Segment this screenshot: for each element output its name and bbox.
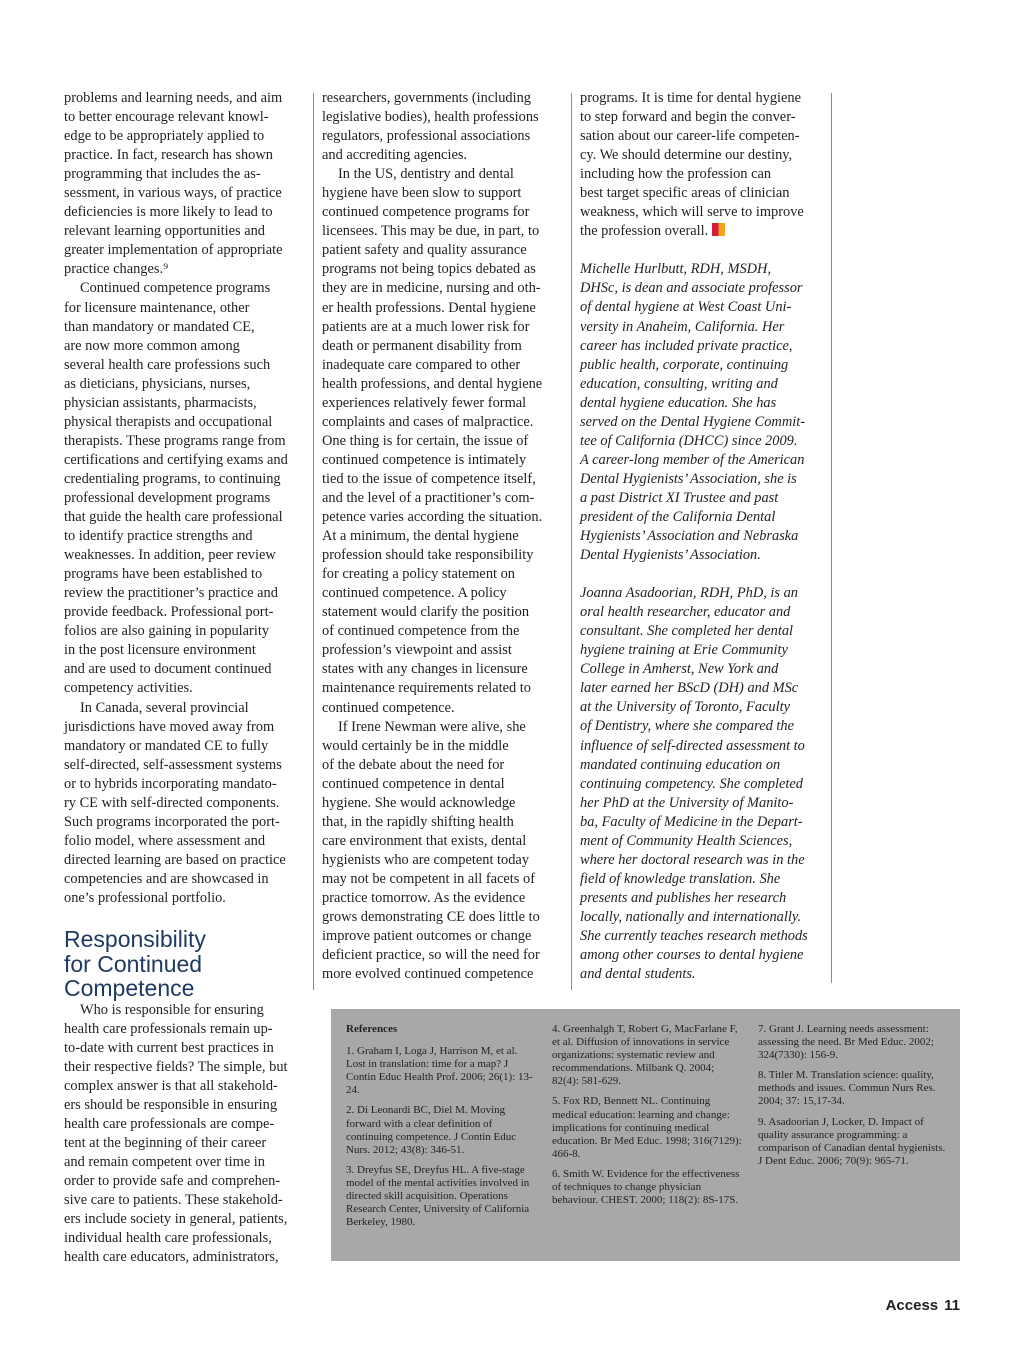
references-column-3	[758, 1023, 948, 1175]
body-text-line: In Canada, several provincial	[80, 699, 249, 716]
bio-text-line: Dental Hygienists’ Association, she is	[580, 470, 797, 487]
bio-text-line: her PhD at the University of Manito-	[580, 794, 794, 811]
body-text-line: er health professions. Dental hygiene	[322, 299, 536, 316]
body-text-line: several health care professions such	[64, 356, 271, 373]
body-text-line: to better encourage relevant knowl-	[64, 109, 269, 126]
reference-item: 5. Fox RD, Bennett NL. Continuing medical education: learning and change: implications for continuing medical education. Br Med Educ. 1998; 316(7129): 466-8.	[552, 1095, 742, 1160]
bio-text-line: mandated continuing education on	[580, 756, 781, 773]
body-text-line: that guide the health care professional	[64, 509, 283, 526]
end-of-article-mark-icon	[712, 223, 725, 236]
body-text-line: One thing is for certain, the issue of	[322, 432, 529, 449]
bio-text-line: A career-long member of the American	[580, 451, 805, 468]
body-text-line: more evolved continued competence	[322, 966, 534, 983]
body-text-line: petence varies according the situation.	[322, 509, 543, 526]
body-text-line: If Irene Newman were alive, she	[338, 718, 526, 735]
reference-item: 1. Graham I, Loga J, Harrison M, et al. Lost in translation: time for a map? J Contin Educ Health Prof. 2006; 26(1): 13-24.	[346, 1045, 533, 1097]
article-column-1	[64, 89, 304, 1267]
body-text-line: one’s professional portfolio.	[64, 889, 226, 906]
body-text-line: practice changes.⁹	[64, 261, 169, 278]
body-text-line: folio model, where assessment and	[64, 832, 266, 849]
body-text-line: cy. We should determine our destiny,	[580, 147, 793, 164]
body-text-line: to identify practice strengths and	[64, 528, 253, 545]
body-text-line: continued competence in dental	[322, 775, 505, 792]
body-text-line: states with any changes in licensure	[322, 661, 528, 678]
article-column-2	[322, 89, 560, 984]
body-text-line: Such programs incorporated the port-	[64, 813, 280, 830]
body-text-line: programming that includes the as-	[64, 166, 261, 183]
reference-item: 9. Asadoorian J, Locker, D. Impact of quality assurance programming: a comparison of Canadian dental hygienists. J Dent Educ. 2006; 70(9): 965-71.	[758, 1115, 946, 1167]
reference-item: 6. Smith W. Evidence for the effectiveness of techniques to change physician behaviour. CHEST. 2000; 118(2): 8S-17S.	[552, 1167, 740, 1207]
bio-text-line: education, consulting, writing and	[580, 375, 778, 392]
page-footer	[886, 1297, 960, 1314]
body-text-line: maintenance requirements related to	[322, 680, 531, 697]
bio-text-line: president of the California Dental	[580, 508, 776, 525]
body-text-line: sessment, in various ways, of practice	[64, 185, 282, 202]
body-text-line: complaints and cases of malpractice.	[322, 413, 534, 430]
body-text-line: continued competence is intimately	[322, 451, 527, 468]
body-text-line: health care professionals remain up-	[64, 1020, 273, 1037]
body-text-line: relevant learning opportunities and	[64, 223, 266, 240]
body-text-line: order to provide safe and comprehen-	[64, 1172, 281, 1189]
body-text-line: credentialing programs, to continuing	[64, 470, 281, 487]
body-text-line: provide feedback. Professional port-	[64, 604, 274, 621]
article-column-3	[580, 89, 822, 984]
body-text-line: In the US, dentistry and dental	[338, 166, 514, 183]
body-text-line: weaknesses. In addition, peer review	[64, 547, 276, 564]
body-text-line: improve patient outcomes or change	[322, 928, 532, 945]
body-text-line: programs. It is time for dental hygiene	[580, 90, 801, 106]
body-text-line: therapists. These programs range from	[64, 432, 286, 449]
body-text-line: programs have been established to	[64, 566, 263, 583]
body-text-line: may not be competent in all facets of	[322, 870, 535, 887]
body-text-line: sation about our career-life competen-	[580, 128, 800, 145]
body-text-line: for creating a policy statement on	[322, 566, 516, 583]
column-1-text-bottom	[64, 1001, 304, 1268]
bio-text-line: Hygienists’ Association and Nebraska	[580, 528, 799, 545]
body-text-line: of the debate about the need for	[322, 756, 505, 773]
body-text-line: legislative bodies), health professions	[322, 109, 539, 126]
body-text-line: deficiencies is more likely to lead to	[64, 204, 273, 221]
body-text-line: health care educators, administrators,	[64, 1249, 279, 1266]
column-1-text-top	[64, 89, 304, 908]
body-text-line: deficient practice, so will the need for	[322, 947, 540, 964]
body-text-line: ry CE with self-directed components.	[64, 794, 280, 811]
subheading-responsibility	[64, 927, 304, 1001]
references-column-2	[552, 1023, 742, 1214]
subheading-block	[64, 908, 304, 1001]
body-text-line: that, in the rapidly shifting health	[322, 813, 514, 830]
body-text-line: physician assistants, pharmacists,	[64, 394, 257, 411]
body-text-line: tent at the beginning of their career	[64, 1134, 267, 1151]
body-text-line: inadequate care compared to other	[322, 356, 521, 373]
bio-text-line: consultant. She completed her dental	[580, 623, 794, 640]
bio-text-line: served on the Dental Hygiene Commit-	[580, 413, 805, 430]
body-text-line: hygiene have been slow to support	[322, 185, 522, 202]
body-text-line: including how the profession can	[580, 166, 772, 183]
body-text-line: complex answer is that all stakehold-	[64, 1077, 278, 1094]
body-text-line: At a minimum, the dental hygiene	[322, 528, 519, 545]
subheading-line: Responsibility	[64, 926, 206, 953]
bio-text-line: College in Amherst, New York and	[580, 661, 779, 678]
body-text-line: physical therapists and occupational	[64, 413, 273, 430]
body-text-line: ers include society in general, patients,	[64, 1211, 288, 1228]
body-text-line: they are in medicine, nursing and oth-	[322, 280, 541, 297]
body-text-line: in the post licensure environment	[64, 642, 256, 659]
body-text-line: statement would clarify the position	[322, 604, 530, 621]
body-text-line: hygiene. She would acknowledge	[322, 794, 516, 811]
body-text-line: practice tomorrow. As the evidence	[322, 889, 526, 906]
references-column-1	[346, 1023, 536, 1236]
body-text-line: problems and learning needs, and aim	[64, 90, 283, 106]
body-text-line: or to hybrids incorporating mandato-	[64, 775, 277, 792]
body-text-line: edge to be appropriately applied to	[64, 128, 265, 145]
bio-text-line: at the University of Toronto, Faculty	[580, 699, 790, 716]
bio-text-line: ment of Community Health Sciences,	[580, 832, 793, 849]
author-bio-asadoorian	[580, 584, 822, 984]
bio-text-line: of Dentistry, where she compared the	[580, 718, 794, 735]
body-text-line: and remain competent over time in	[64, 1153, 265, 1170]
bio-text-line: field of knowledge translation. She	[580, 870, 781, 887]
body-text-line: patients are at a much lower risk for	[322, 318, 530, 335]
bio-text-line: oral health researcher, educator and	[580, 604, 791, 621]
bio-text-line: hygiene training at Erie Community	[580, 642, 788, 659]
body-text-line: are now more common among	[64, 337, 240, 354]
body-text-line: ers should be responsible in ensuring	[64, 1096, 278, 1113]
bio-text-line: influence of self-directed assessment to	[580, 737, 805, 754]
bio-text-line: where her doctoral research was in the	[580, 851, 805, 868]
body-text-line: individual health care professionals,	[64, 1230, 272, 1247]
bio-text-line: She currently teaches research methods	[580, 927, 808, 944]
body-text-line: best target specific areas of clinician	[580, 185, 790, 202]
bio-text-line: among other courses to dental hygiene	[580, 947, 804, 964]
body-text-line: professional development programs	[64, 489, 271, 506]
references-title: References	[346, 1023, 398, 1035]
page-number: 11	[944, 1297, 960, 1314]
bio-text-line: ba, Faculty of Medicine in the Depart-	[580, 813, 803, 830]
body-text-line: patient safety and quality assurance	[322, 242, 527, 259]
reference-item: 2. Di Leonardi BC, Diel M. Moving forward with a clear definition of continuing competence. J Contin Educ Nurs. 2012; 43(8): 346-51.	[346, 1104, 517, 1156]
body-text-line: certifications and certifying exams and	[64, 451, 288, 468]
column-rule-3	[831, 93, 832, 983]
body-text-line: competencies and are showcased in	[64, 870, 269, 887]
bio-text-line: tee of California (DHCC) since 2009.	[580, 432, 798, 449]
body-text-line: jurisdictions have moved away from	[64, 718, 275, 735]
body-text-line: death or permanent disability from	[322, 337, 522, 354]
body-text-line: health care professionals are compe-	[64, 1115, 275, 1132]
body-text-line: their respective fields? The simple, but	[64, 1058, 288, 1075]
body-text-line: greater implementation of appropriate	[64, 242, 283, 259]
body-text-line: continued competence. A policy	[322, 585, 507, 602]
body-text-line: weakness, which will serve to improve	[580, 204, 804, 221]
body-text-line: self-directed, self-assessment systems	[64, 756, 282, 773]
bio-text-line: public health, corporate, continuing	[580, 356, 789, 373]
body-text-line: grows demonstrating CE does little to	[322, 909, 540, 926]
body-text-line: of continued competence from the	[322, 623, 520, 640]
body-text-line: hygienists who are competent today	[322, 851, 530, 868]
reference-item: 3. Dreyfus SE, Dreyfus HL. A five-stage model of the mental activities involved in directed skill acquisition. Operations Research Center, University of California Berkeley, 1980.	[346, 1163, 530, 1229]
body-text-line: review the practitioner’s practice and	[64, 585, 278, 602]
body-text-line: experiences relatively fewer formal	[322, 394, 527, 411]
bio-text-line: Michelle Hurlbutt, RDH, MSDH,	[580, 261, 772, 278]
bio-text-line: Joanna Asadoorian, RDH, PhD, is an	[580, 585, 798, 602]
column-rule-1	[313, 93, 314, 990]
body-text-line: profession should take responsibility	[322, 547, 534, 564]
column-2-text	[322, 89, 560, 984]
body-text-line: would certainly be in the middle	[322, 737, 509, 754]
body-text-line: folios are also gaining in popularity	[64, 623, 270, 640]
body-text-line: Continued competence programs	[80, 280, 271, 297]
bio-text-line: of dental hygiene at West Coast Uni-	[580, 299, 792, 316]
subheading-line: for Continued	[64, 950, 203, 977]
body-text-line: regulators, professional associations	[322, 128, 531, 145]
subheading-line: Competence	[64, 975, 195, 1002]
body-text-line: than mandatory or mandated CE,	[64, 318, 255, 335]
body-text-line: mandatory or mandated CE to fully	[64, 737, 269, 754]
body-text-line: tied to the issue of competence itself,	[322, 470, 536, 487]
body-text-line: Who is responsible for ensuring	[80, 1001, 264, 1018]
body-text-line: practice. In fact, research has shown	[64, 147, 273, 164]
bio-text-line: career has included private practice,	[580, 337, 793, 354]
bio-text-line: continuing competency. She completed	[580, 775, 803, 792]
column-rule-2	[571, 93, 572, 990]
body-text-line: sive care to patients. These stakehold-	[64, 1191, 283, 1208]
bio-text-line: dental hygiene education. She has	[580, 394, 777, 411]
body-text-line: continued competence programs for	[322, 204, 530, 221]
body-text-line: directed learning are based on practice	[64, 851, 286, 868]
body-text-line: programs not being topics debated as	[322, 261, 536, 278]
reference-item: 8. Titler M. Translation science: quality, methods and issues. Commun Nurs Res. 2004; 37: 15,17-34.	[758, 1069, 936, 1108]
body-text-line: as dieticians, physicians, nurses,	[64, 375, 251, 392]
bio-text-line: later earned her BScD (DH) and MSc	[580, 680, 799, 697]
body-text-line: care environment that exists, dental	[322, 832, 527, 849]
body-text-line: researchers, governments (including	[322, 90, 531, 106]
body-text-line: and accrediting agencies.	[322, 147, 468, 164]
references-box	[331, 1009, 960, 1261]
reference-item: 4. Greenhalgh T, Robert G, MacFarlane F, et al. Diffusion of innovations in service organizations: systematic review and recommendations. Milbank Q. 2004; 82(4): 581-629.	[552, 1023, 738, 1088]
author-bio-hurlbutt	[580, 260, 822, 565]
body-text-line: and are used to document continued	[64, 661, 272, 678]
bio-text-line: versity in Anaheim, California. Her	[580, 318, 785, 335]
bio-text-line: and dental students.	[580, 966, 696, 983]
bio-text-line: Dental Hygienists’ Association.	[580, 547, 761, 564]
body-text-line: health professions, and dental hygiene	[322, 375, 543, 392]
bio-text-line: locally, nationally and internationally.	[580, 908, 802, 925]
bio-text-line: a past District XI Trustee and past	[580, 489, 779, 506]
body-text-line: for licensure maintenance, other	[64, 299, 250, 316]
reference-item: 7. Grant J. Learning needs assessment: assessing the need. Br Med Educ. 2002; 324(7330): 156-9.	[758, 1023, 934, 1062]
body-text-line: to-date with current best practices in	[64, 1039, 274, 1056]
body-text-line: to step forward and begin the conver-	[580, 109, 796, 126]
body-text-line: competency activities.	[64, 680, 193, 697]
body-text-line: the profession overall.	[580, 222, 822, 241]
body-text-line: licensees. This may be due, in part, to	[322, 223, 540, 240]
body-text-line: continued competence.	[322, 699, 455, 716]
column-3-text	[580, 89, 822, 241]
body-text-line: and the level of a practitioner’s com-	[322, 489, 535, 506]
bio-text-line: DHSc, is dean and associate professor	[580, 280, 803, 297]
magazine-name: Access	[885, 1297, 939, 1314]
body-text-line: profession’s viewpoint and assist	[322, 642, 512, 659]
bio-text-line: presents and publishes her research	[580, 889, 787, 906]
